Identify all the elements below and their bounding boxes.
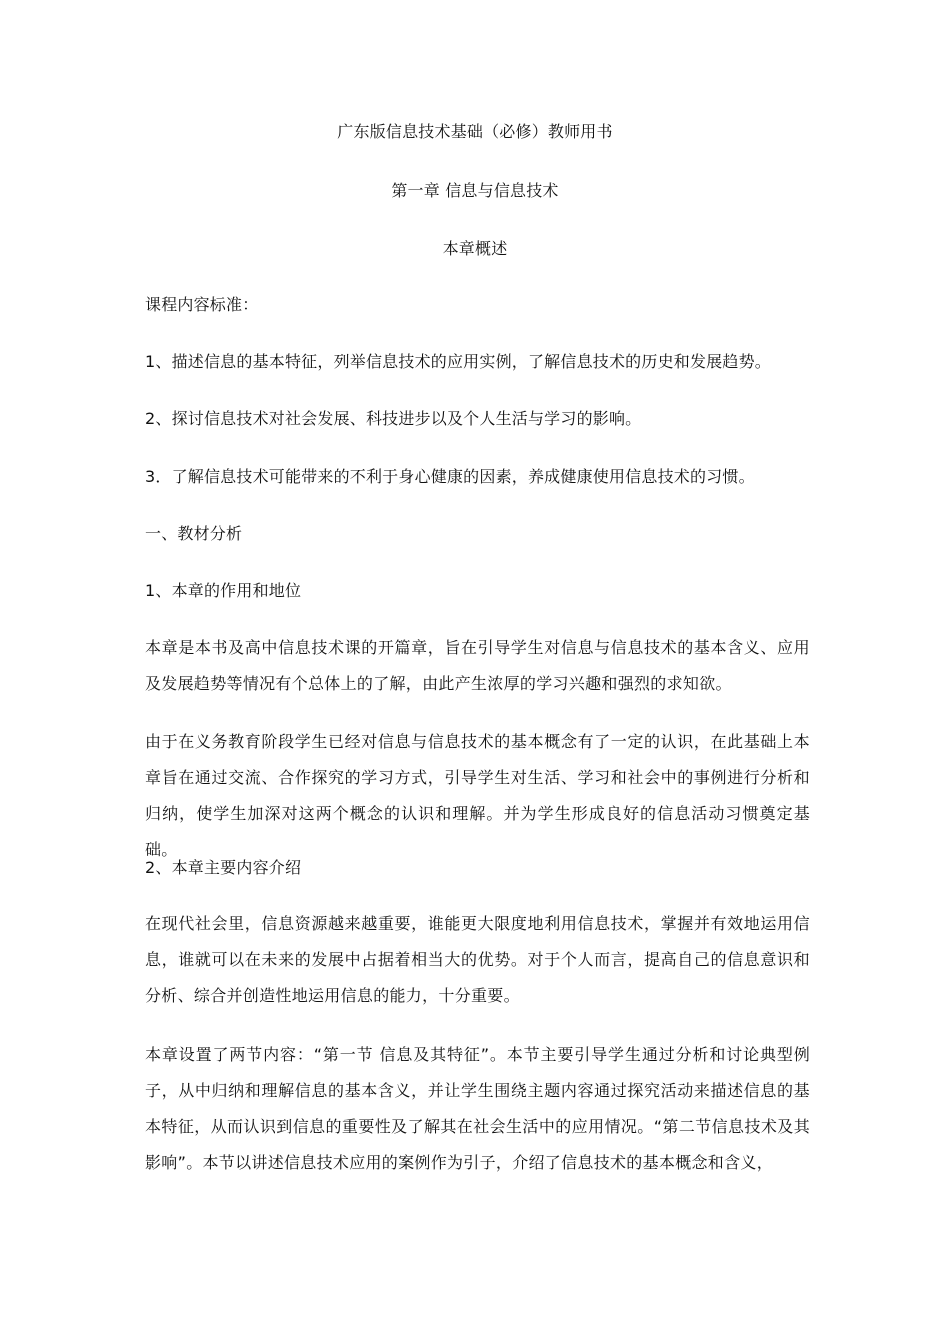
paragraph-role-2: 由于在义务教育阶段学生已经对信息与信息技术的基本概念有了一定的认识，在此基础上本章旨在通过交流、合作探究的学习方式，引导学生对生活、学习和社会中的事例进行分析和归纳，使学生加深对这两个概念的认识和理解。并为学生形成良好的信息活动习惯奠定基础。 (145, 732, 810, 859)
standards-heading: 课程内容标准： (145, 295, 259, 314)
standard-item-3: 3．了解信息技术可能带来的不利于身心健康的因素，养成健康使用信息技术的习惯。 (145, 467, 755, 486)
standard-item-2: 2、探讨信息技术对社会发展、科技进步以及个人生活与学习的影响。 (145, 409, 642, 428)
standard-item-1: 1、描述信息的基本特征，列举信息技术的应用实例，了解信息技术的历史和发展趋势。 (145, 352, 771, 371)
subheading-content: 2、本章主要内容介绍 (145, 858, 302, 877)
chapter-title: 第一章 信息与信息技术 (391, 181, 559, 200)
paragraph-content-1: 在现代社会里，信息资源越来越重要，谁能更大限度地利用信息技术，掌握并有效地运用信息，谁就可以在未来的发展中占据着相当大的优势。对于个人而言，提高自己的信息意识和分析、综合并创造性地运用信息的能力，十分重要。 (145, 914, 810, 1005)
paragraph-role-1: 本章是本书及高中信息技术课的开篇章，旨在引导学生对信息与信息技术的基本含义、应用及发展趋势等情况有个总体上的了解，由此产生浓厚的学习兴趣和强烈的求知欲。 (145, 638, 810, 693)
analysis-heading: 一、教材分析 (145, 524, 243, 543)
subheading-role: 1、本章的作用和地位 (145, 581, 302, 600)
section-title: 本章概述 (442, 239, 508, 258)
paragraph-content-2: 本章设置了两节内容：“第一节 信息及其特征”。本节主要引导学生通过分析和讨论典型例子，从中归纳和理解信息的基本含义，并让学生围绕主题内容通过探究活动来描述信息的基本特征，从而认识到信息的重要性及了解其在社会生活中的应用情况。“第二节信息技术及其影响”。本节以讲述信息技术应用的案例作为引子，介绍了信息技术的基本概念和含义， (145, 1045, 810, 1172)
book-title: 广东版信息技术基础（必修）教师用书 (337, 122, 613, 141)
